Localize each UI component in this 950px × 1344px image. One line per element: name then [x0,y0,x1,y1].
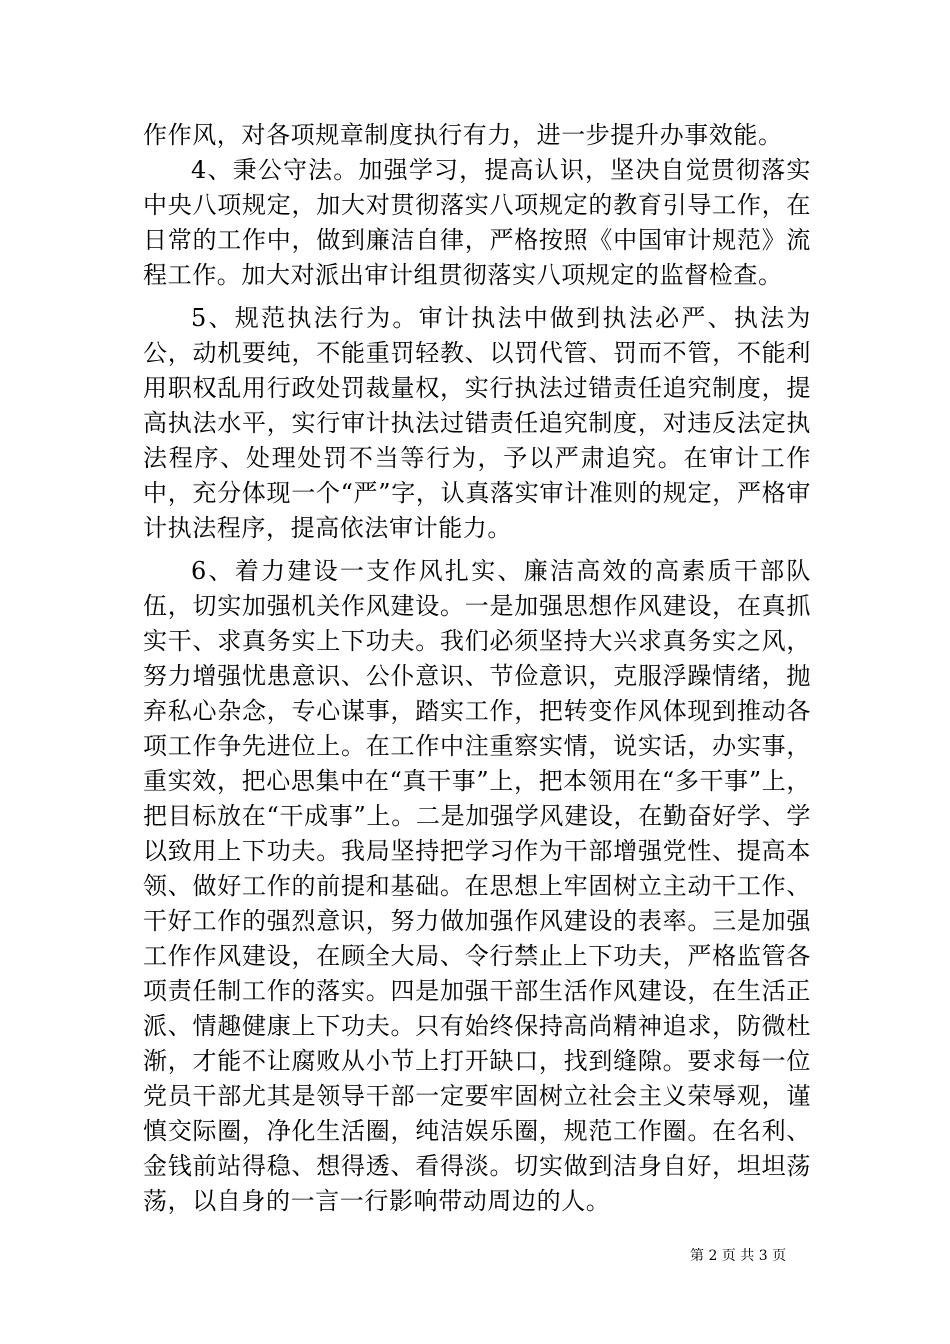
document-body [143,118,811,1219]
paragraph-item-4: 4、秉公守法。加强学习，提高认识，坚决自觉贯彻落实中央八项规定，加大对贯彻落实八项规定的教育引导工作，在日常的工作中，做到廉洁自律，严格按照《中国审计规范》流程工作。加大对派出审计组贯彻落实八项规定的监督检查。 [143,156,811,289]
paragraph-item-5: 5、规范执法行为。审计执法中做到执法必严、执法为公，动机要纯，不能重罚轻教、以罚代管、罚而不管，不能利用职权乱用行政处罚裁量权，实行执法过错责任追究制度，提高执法水平，实行审计执法过错责任追究制度，对违反法定执法程序、处理处罚不当等行为，予以严肃追究。在审计工作中，充分体现一个“严”字，认真落实审计准则的规定，严格审计执法程序，提高依法审计能力。 [143,304,811,542]
paragraph-continuation: 作作风，对各项规章制度执行有力，进一步提升办事效能。 [143,121,783,149]
page-number-footer: 第 2 页 共 3 页 [690,1248,787,1264]
paragraph-item-6: 6、着力建设一支作风扎实、廉洁高效的高素质干部队伍，切实加强机关作风建设。一是加强思想作风建设，在真抓实干、求真务实上下功夫。我们必须坚持大兴求真务实之风，努力增强忧患意识、公仆意识、节俭意识，克服浮躁情绪，抛弃私心杂念，专心谋事，踏实工作，把转变作风体现到推动各项工作争先进位上。在工作中注重察实情，说实话，办实事，重实效，把心思集中在“真干事”上，把本领用在“多干事”上，把目标放在“干成事”上。二是加强学风建设，在勤奋好学、学以致用上下功夫。我局坚持把学习作为干部增强党性、提高本领、做好工作的前提和基础。在思想上牢固树立主动干工作、干好工作的强烈意识，努力做加强作风建设的表率。三是加强工作作风建设，在顾全大局、令行禁止上下功夫，严格监管各项责任制工作的落实。四是加强干部生活作风建设，在生活正派、情趣健康上下功夫。只有始终保持高尚精神追求，防微杜渐，才能不让腐败从小节上打开缺口，找到缝隙。要求每一位党员干部尤其是领导干部一定要牢固树立社会主义荣辱观，谨慎交际圈，净化生活圈，纯洁娱乐圈，规范工作圈。在名利、金钱前站得稳、想得透、看得淡。切实做到洁身自好，坦坦荡荡，以自身的一言一行影响带动周边的人。 [143,557,811,1215]
